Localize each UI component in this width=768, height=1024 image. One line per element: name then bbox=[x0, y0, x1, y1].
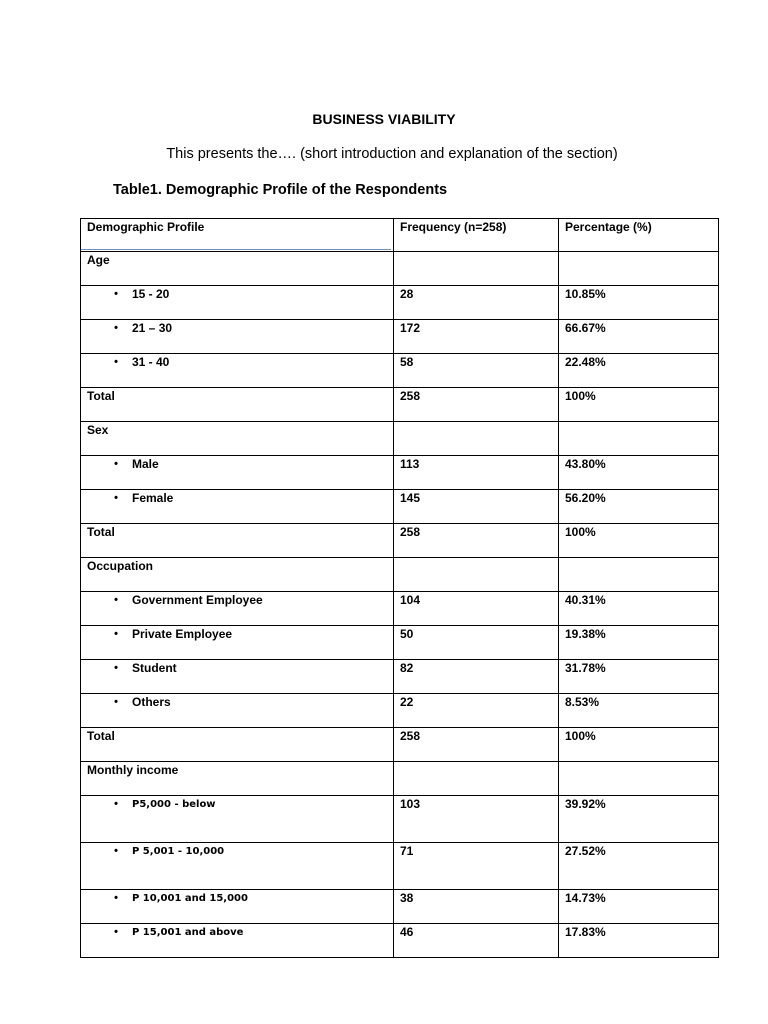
empty-cell bbox=[559, 252, 719, 286]
bullet-icon: • bbox=[114, 696, 118, 708]
percentage-cell: 17.83% bbox=[559, 924, 719, 958]
table-row bbox=[81, 796, 719, 843]
table-header-row bbox=[81, 219, 719, 252]
empty-cell bbox=[559, 422, 719, 456]
total-label: Total bbox=[81, 728, 394, 762]
frequency-cell: 258 bbox=[394, 524, 559, 558]
table-caption: Table1. Demographic Profile of the Respondents bbox=[113, 182, 448, 198]
bullet-icon: • bbox=[114, 356, 118, 368]
bullet-icon: • bbox=[114, 458, 118, 470]
bullet-icon: • bbox=[114, 662, 118, 674]
frequency-cell: 103 bbox=[394, 796, 559, 843]
row-label-cell bbox=[81, 320, 394, 354]
table-row bbox=[81, 286, 719, 320]
bullet-icon: • bbox=[114, 594, 118, 606]
percentage-cell: 8.53% bbox=[559, 694, 719, 728]
empty-cell bbox=[394, 558, 559, 592]
row-label: Others bbox=[132, 695, 171, 709]
section-row-occupation bbox=[81, 558, 719, 592]
document-title: BUSINESS VIABILITY bbox=[312, 111, 456, 127]
empty-cell bbox=[559, 558, 719, 592]
bullet-icon: • bbox=[114, 492, 118, 504]
total-label: Total bbox=[81, 388, 394, 422]
table-row bbox=[81, 320, 719, 354]
section-label: Sex bbox=[81, 422, 394, 456]
total-row-occupation bbox=[81, 728, 719, 762]
section-row-age bbox=[81, 252, 719, 286]
frequency-cell: 71 bbox=[394, 843, 559, 890]
frequency-cell: 104 bbox=[394, 592, 559, 626]
bullet-icon: • bbox=[114, 845, 118, 857]
bullet-icon: • bbox=[114, 892, 118, 904]
header-demographic-profile: Demographic Profile bbox=[81, 219, 394, 252]
total-row-age bbox=[81, 388, 719, 422]
section-row-monthly-income bbox=[81, 762, 719, 796]
bullet-icon: • bbox=[114, 288, 118, 300]
table-row bbox=[81, 924, 719, 958]
section-label: Age bbox=[81, 252, 394, 286]
row-label: 21 – 30 bbox=[132, 321, 173, 335]
row-label-cell bbox=[81, 890, 394, 924]
frequency-cell: 82 bbox=[394, 660, 559, 694]
row-label: Male bbox=[132, 457, 159, 471]
frequency-cell: 28 bbox=[394, 286, 559, 320]
header-frequency: Frequency (n=258) bbox=[394, 219, 559, 252]
table-row bbox=[81, 592, 719, 626]
row-label: P 10,001 and 15,000 bbox=[132, 893, 248, 904]
bullet-icon: • bbox=[114, 798, 118, 810]
empty-cell bbox=[394, 422, 559, 456]
frequency-cell: 46 bbox=[394, 924, 559, 958]
percentage-cell: 66.67% bbox=[559, 320, 719, 354]
row-label-cell bbox=[81, 354, 394, 388]
table-row bbox=[81, 354, 719, 388]
percentage-cell: 22.48% bbox=[559, 354, 719, 388]
percentage-cell: 31.78% bbox=[559, 660, 719, 694]
row-label: 15 - 20 bbox=[132, 287, 170, 301]
row-label: P 15,001 and above bbox=[132, 927, 244, 938]
row-label-cell bbox=[81, 626, 394, 660]
table-row bbox=[81, 490, 719, 524]
frequency-cell: 22 bbox=[394, 694, 559, 728]
empty-cell bbox=[394, 252, 559, 286]
row-label-cell bbox=[81, 924, 394, 958]
header-underline-rule bbox=[81, 249, 391, 250]
frequency-cell: 258 bbox=[394, 388, 559, 422]
table-row bbox=[81, 843, 719, 890]
section-label: Monthly income bbox=[81, 762, 394, 796]
table-row bbox=[81, 694, 719, 728]
row-label-cell bbox=[81, 660, 394, 694]
row-label: P 5,001 - 10,000 bbox=[132, 846, 225, 857]
percentage-cell: 100% bbox=[559, 524, 719, 558]
percentage-cell: 14.73% bbox=[559, 890, 719, 924]
row-label: Private Employee bbox=[132, 627, 233, 641]
section-row-sex bbox=[81, 422, 719, 456]
table-row bbox=[81, 626, 719, 660]
table-row bbox=[81, 660, 719, 694]
row-label-cell bbox=[81, 286, 394, 320]
percentage-cell: 27.52% bbox=[559, 843, 719, 890]
bullet-icon: • bbox=[114, 926, 118, 938]
total-label: Total bbox=[81, 524, 394, 558]
section-label: Occupation bbox=[81, 558, 394, 592]
bullet-icon: • bbox=[114, 322, 118, 334]
row-label: Student bbox=[132, 661, 177, 675]
percentage-cell: 56.20% bbox=[559, 490, 719, 524]
percentage-cell: 39.92% bbox=[559, 796, 719, 843]
row-label-cell bbox=[81, 456, 394, 490]
row-label-cell bbox=[81, 843, 394, 890]
percentage-cell: 100% bbox=[559, 388, 719, 422]
frequency-cell: 172 bbox=[394, 320, 559, 354]
row-label: Female bbox=[132, 491, 174, 505]
percentage-cell: 10.85% bbox=[559, 286, 719, 320]
table-row bbox=[81, 456, 719, 490]
table-row bbox=[81, 890, 719, 924]
row-label-cell bbox=[81, 490, 394, 524]
percentage-cell: 19.38% bbox=[559, 626, 719, 660]
bullet-icon: • bbox=[114, 628, 118, 640]
empty-cell bbox=[394, 762, 559, 796]
frequency-cell: 38 bbox=[394, 890, 559, 924]
frequency-cell: 258 bbox=[394, 728, 559, 762]
frequency-cell: 58 bbox=[394, 354, 559, 388]
row-label-cell bbox=[81, 796, 394, 843]
header-percentage: Percentage (%) bbox=[559, 219, 719, 252]
frequency-cell: 113 bbox=[394, 456, 559, 490]
row-label: Government Employee bbox=[132, 593, 263, 607]
percentage-cell: 40.31% bbox=[559, 592, 719, 626]
frequency-cell: 50 bbox=[394, 626, 559, 660]
empty-cell bbox=[559, 762, 719, 796]
total-row-sex bbox=[81, 524, 719, 558]
percentage-cell: 43.80% bbox=[559, 456, 719, 490]
percentage-cell: 100% bbox=[559, 728, 719, 762]
demographic-profile-table bbox=[80, 218, 719, 958]
row-label-cell bbox=[81, 694, 394, 728]
frequency-cell: 145 bbox=[394, 490, 559, 524]
section-intro: This presents the…. (short introduction and explanation of the section) bbox=[166, 146, 618, 162]
row-label-cell bbox=[81, 592, 394, 626]
row-label: 31 - 40 bbox=[132, 355, 170, 369]
row-label: P5,000 - below bbox=[132, 799, 216, 810]
